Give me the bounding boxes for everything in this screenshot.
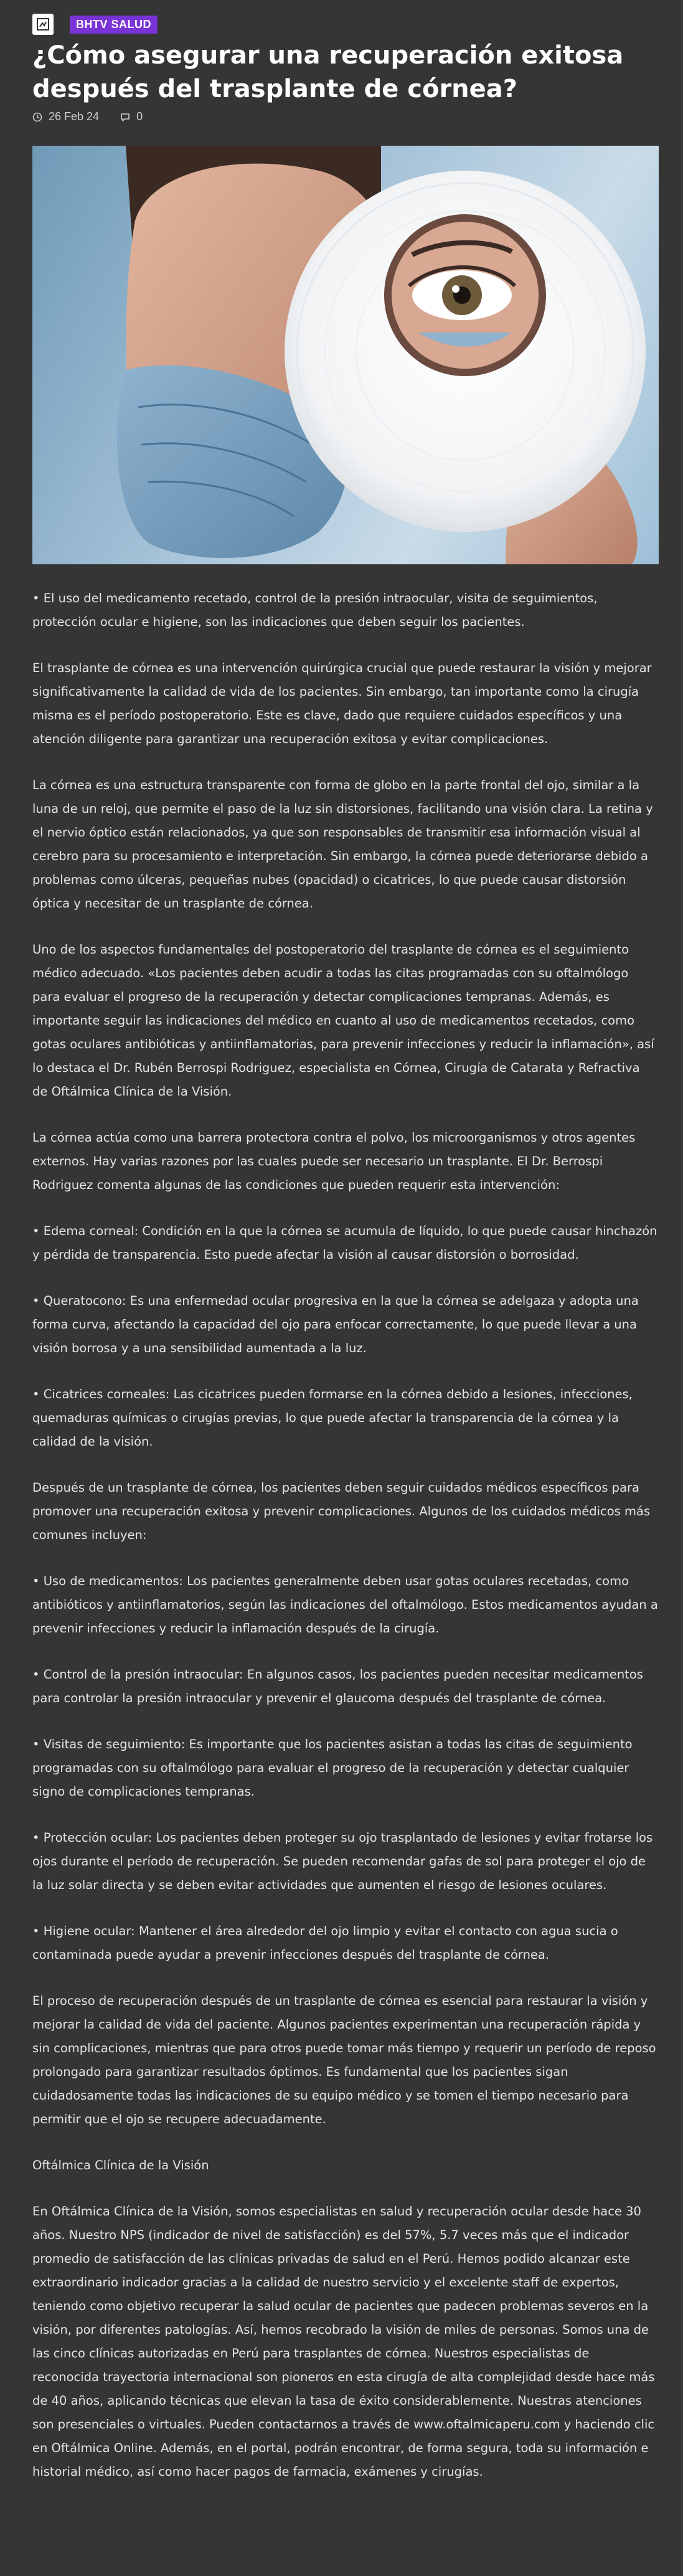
comment-icon[interactable] [120, 112, 130, 122]
article-paragraph: • Uso de medicamentos: Los pacientes generalmente deben usar gotas oculares recetadas, como antibióticos y antiinflamatorios, según las indicaciones del oftalmólogo. Estos medicamentos ayudan a prevenir infecciones y reducir la inflamación después de la cirugía. [32, 1574, 658, 1636]
article-paragraph: El proceso de recuperación después de un trasplante de córnea es esencial para restaurar la visión y mejorar la calidad de vida del paciente. Algunos pacientes experimentan una recuperación rápida y sin complicaciones, mientras que para otros puede tomar más tiempo y requerir un período de reposo prolongado para garantizar resultados óptimos. Es fundamental que los pacientes sigan cuidadosamente todas las indicaciones de su equipo médico y se tomen el tiempo necesario para permitir que el ojo se recupere adecuadamente. [32, 1994, 656, 2126]
comment-count[interactable]: 0 [136, 110, 143, 123]
article-paragraph: El trasplante de córnea es una intervención quirúrgica crucial que puede restaurar la visión y mejorar significativamente la calidad de vida de los pacientes. Sin embargo, tan importante como la cirugía misma es el período postoperatorio. Este es clave, dado que requiere cuidados específicos y una atención diligente para garantizar una recuperación exitosa y evitar complicaciones. [32, 661, 652, 746]
article-paragraph: En Oftálmica Clínica de la Visión, somos especialistas en salud y recuperación ocular desde hace 30 años. Nuestro NPS (indicador de nivel de satisfacción) es del 57%, 5.7 veces más que el indicador promedio de satisfacción de las clínicas privadas de salud en el Perú. Hemos podido alcanzar este extraordinario indicador gracias a la calidad de nuestro servicio y el excelente staff de expertos, teniendo como objetivo recuperar la salud ocular de pacientes que padecen problemas severos en la visión, por diferentes patologías. Así, hemos recobrado la visión de miles de personas. Somos una de las cinco clínicas autorizadas en Perú para trasplantes de córnea. Nuestros especialistas de reconocida trayectoria internacional son pioneros en esta cirugía de alta complejidad desde hace más de 40 años, aplicando técnicas que elevan la tasa de éxito considerablemente. Nuestras atenciones son presenciales o virtuales. Pueden contactarnos a través de www.oftalmicaperu.com y haciendo clic en Oftálmica Online. Además, en el portal, podrán encontrar, de forma segura, toda su información e historial médico, así como hacer pagos de farmacia, exámenes y cirugías. [32, 2204, 655, 2479]
hero-image [32, 146, 659, 564]
article-paragraph: Después de un trasplante de córnea, los pacientes deben seguir cuidados médicos específicos para promover una recuperación exitosa y prevenir complicaciones. Algunos de los cuidados médicos más comunes incluyen: [32, 1480, 651, 1542]
post-date: 26 Feb 24 [49, 110, 100, 123]
article-paragraph: • Queratocono: Es una enfermedad ocular progresiva en la que la córnea se adelgaza y adopta una forma curva, afectando la capacidad del ojo para enfocar correctamente, lo que puede llevar a una visión borrosa y a una sensibilidad aumentada a la luz. [32, 1294, 639, 1355]
site-logo-icon[interactable] [32, 14, 54, 35]
post-meta [32, 110, 143, 123]
section-heading: Oftálmica Clínica de la Visión [32, 2158, 209, 2172]
article-paragraph: Uno de los aspectos fundamentales del postoperatorio del trasplante de córnea es el seguimiento médico adecuado. «Los pacientes deben acudir a todas las citas programadas con su oftalmólogo para evaluar el progreso de la recuperación y detectar complicaciones tempranas. Además, es importante seguir las indicaciones del médico en cuanto al uso de medicamentos recetados, como gotas oculares antibióticas y antiinflamatorias, para prevenir infecciones y reducir la inflamación», así lo destaca el Dr. Rubén Berrospi Rodriguez, especialista en Córnea, Cirugía de Catarata y Refractiva de Oftálmica Clínica de la Visión. [32, 942, 654, 1099]
article-paragraph: La córnea actúa como una barrera protectora contra el polvo, los microorganismos y otros agentes externos. Hay varias razones por las cuales puede ser necesario un trasplante. El Dr. Berrospi Rodriguez comenta algunas de las condiciones que pueden requerir esta intervención: [32, 1130, 636, 1192]
article-paragraph: • Visitas de seguimiento: Es importante que los pacientes asistan a todas las citas de seguimiento programadas con su oftalmólogo para evaluar el progreso de la recuperación y detectar cualquier signo de complicaciones tempranas. [32, 1737, 633, 1799]
logo-glyph-icon [36, 17, 50, 31]
article-paragraph: • Edema corneal: Condición en la que la córnea se acumula de líquido, lo que puede causar hinchazón y pérdida de transparencia. Esto puede afectar la visión al causar distorsión o borrosidad. [32, 1224, 657, 1262]
article-paragraph: • Protección ocular: Los pacientes deben proteger su ojo trasplantado de lesiones y evitar frotarse los ojos durante el período de recuperación. Se pueden recomendar gafas de sol para proteger el ojo de la luz solar directa y se deben evitar actividades que aumenten el riesgo de lesiones oculares. [32, 1830, 653, 1892]
article-body [32, 587, 659, 2506]
category-badge[interactable]: BHTV SALUD [70, 16, 158, 34]
article-paragraph: La córnea es una estructura transparente con forma de globo en la parte frontal del ojo, similar a la luna de un reloj, que permite el paso de la luz sin distorsiones, facilitando una visión clara. La retina y el nervio óptico están relacionados, ya que son responsables de transmitir esa información visual al cerebro para su procesamiento e interpretación. Sin embargo, la córnea puede deteriorarse debido a problemas como úlceras, pequeñas nubes (opacidad) o cicatrices, lo que puede causar distorsión óptica y necesitar de un trasplante de córnea. [32, 778, 653, 911]
article-paragraph: • El uso del medicamento recetado, control de la presión intraocular, visita de seguimientos, protección ocular e higiene, son las indicaciones que deben seguir los pacientes. [32, 591, 598, 629]
article-paragraph: • Control de la presión intraocular: En algunos casos, los pacientes pueden necesitar medicamentos para controlar la presión intraocular y prevenir el glaucoma después del trasplante de córnea. [32, 1667, 643, 1705]
article-paragraph: • Higiene ocular: Mantener el área alrededor del ojo limpio y evitar el contacto con agua sucia o contaminada puede ayudar a prevenir infecciones después del trasplante de córnea. [32, 1924, 618, 1962]
clock-icon [32, 112, 42, 122]
page-title: ¿Cómo asegurar una recuperación exitosa después del trasplante de córnea? [32, 41, 624, 103]
hero-illustration [32, 146, 659, 564]
article-paragraph: • Cicatrices corneales: Las cicatrices pueden formarse en la córnea debido a lesiones, infecciones, quemaduras químicas o cirugías previas, lo que puede afectar la transparencia de la córnea y la calidad de la visión. [32, 1387, 633, 1449]
article-topbar [32, 14, 158, 35]
